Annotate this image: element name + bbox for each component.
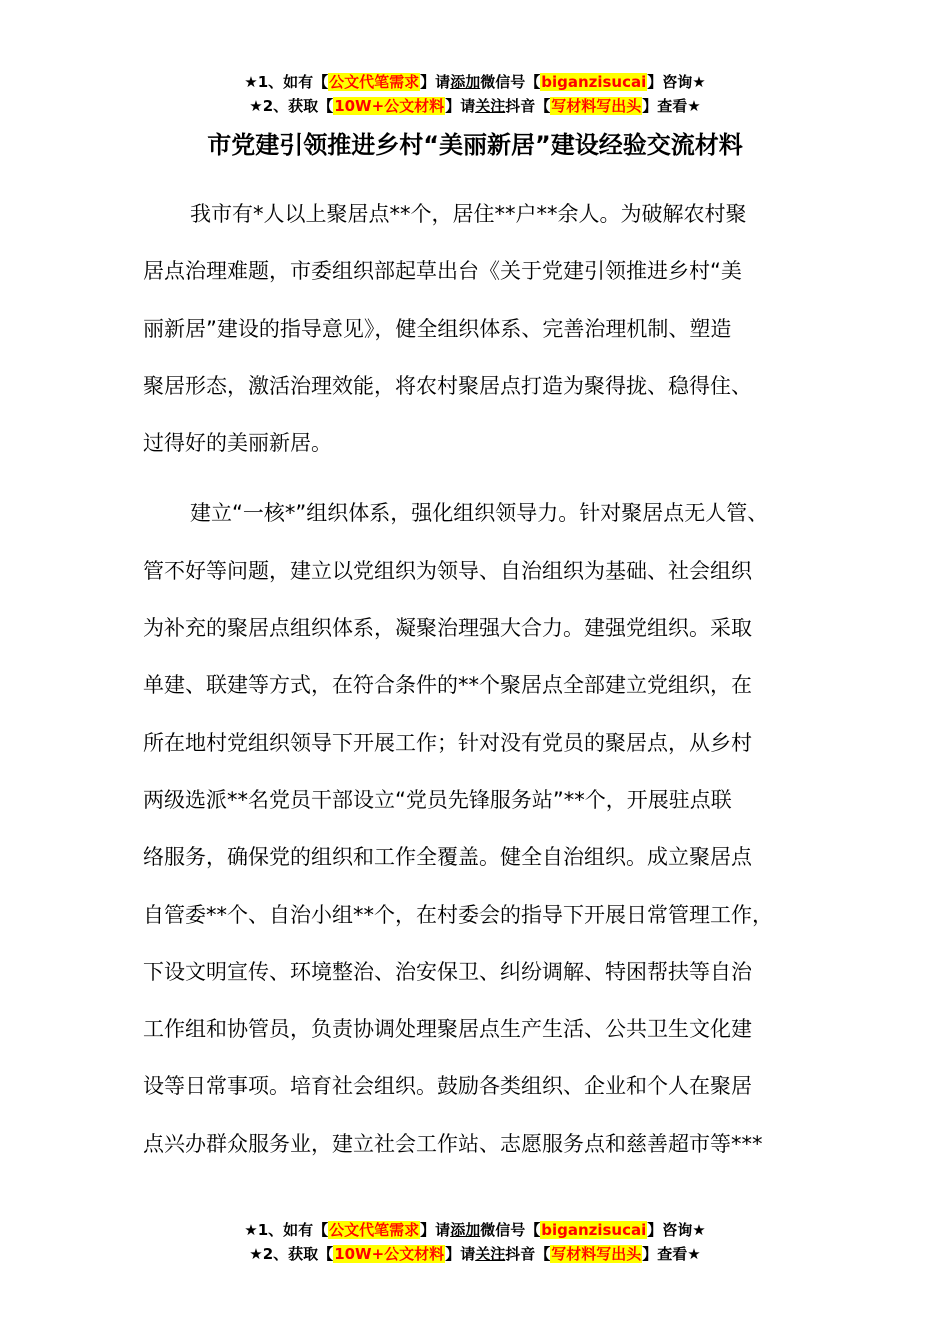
promo-text: 】请 — [445, 1245, 476, 1263]
promo-text: 抖音【 — [505, 97, 551, 115]
promo-line-2 — [0, 94, 950, 118]
promo-highlight: biganzisucai — [541, 73, 647, 91]
promo-underline: 添加 — [450, 1221, 481, 1239]
promo-line-1 — [0, 70, 950, 94]
promo-banner-bottom — [0, 1218, 950, 1266]
promo-highlight: 10W+公文材料 — [334, 97, 445, 115]
text-line: 聚居形态，激活治理效能，将农村聚居点打造为聚得拢、稳得住、 — [143, 373, 752, 398]
promo-text: 1、如有【 — [257, 1221, 329, 1239]
text-line: 为补充的聚居点组织体系，凝聚治理强大合力。建强党组织。采取 — [143, 616, 752, 641]
promo-underline: 关注 — [475, 97, 506, 115]
text-line: 管不好等问题，建立以党组织为领导、自治组织为基础、社会组织 — [143, 558, 752, 583]
paragraph-1 — [143, 186, 833, 472]
text-line: 下设文明宣传、环境整治、治安保卫、纠纷调解、特困帮扶等自治 — [143, 959, 752, 984]
text-line: 建立“一核*”组织体系，强化组织领导力。针对聚居点无人管、 — [190, 501, 769, 526]
promo-highlight: biganzisucai — [541, 1221, 647, 1239]
text-line: 我市有*人以上聚居点**个，居住**户**余人。为破解农村聚 — [190, 202, 747, 226]
paragraph-gap — [143, 472, 833, 485]
paragraph-2 — [143, 485, 833, 1173]
star-icon: ★ — [244, 73, 258, 91]
text-line: 点兴办群众服务业，建立社会工作站、志愿服务点和慈善超市等*** — [143, 1131, 763, 1156]
promo-underline: 添加 — [450, 73, 481, 91]
text-line: 过得好的美丽新居。 — [143, 431, 332, 456]
promo-text: 2、获取【 — [262, 97, 334, 115]
promo-highlight: 10W+公文材料 — [334, 1245, 445, 1263]
text-line: 自管委**个、自治小组**个，在村委会的指导下开展日常管理工作， — [143, 902, 773, 927]
promo-highlight: 公文代笔需求 — [329, 73, 420, 91]
text-line: 两级选派**名党员干部设立“党员先锋服务站”**个，开展驻点联 — [143, 787, 732, 812]
promo-text: 】请 — [420, 1221, 451, 1239]
text-line: 设等日常事项。培育社会组织。鼓励各类组织、企业和个人在聚居 — [143, 1074, 752, 1099]
promo-text: 抖音【 — [505, 1245, 551, 1263]
promo-text: 】咨询★ — [647, 73, 706, 91]
promo-line-1 — [0, 1218, 950, 1242]
promo-highlight: 写材料写出头 — [551, 1245, 642, 1263]
promo-text: 微信号【 — [480, 1221, 541, 1239]
star-icon: ★ — [249, 1245, 263, 1263]
promo-text: 】请 — [445, 97, 476, 115]
document-body — [143, 186, 833, 1173]
text-line: 居点治理难题，市委组织部起草出台《关于党建引领推进乡村“美 — [143, 259, 742, 284]
star-icon: ★ — [244, 1221, 258, 1239]
promo-line-2 — [0, 1242, 950, 1266]
promo-text: 1、如有【 — [257, 73, 329, 91]
text-line: 络服务，确保党的组织和工作全覆盖。健全自治组织。成立聚居点 — [143, 845, 752, 870]
promo-text: 2、获取【 — [262, 1245, 334, 1263]
document-title: 市党建引领推进乡村“美丽新居”建设经验交流材料 — [207, 131, 743, 159]
promo-highlight: 写材料写出头 — [551, 97, 642, 115]
star-icon: ★ — [249, 97, 263, 115]
text-line: 丽新居”建设的指导意见》，健全组织体系、完善治理机制、塑造 — [143, 316, 732, 341]
promo-text: 】查看★ — [642, 97, 701, 115]
promo-text: 】请 — [420, 73, 451, 91]
promo-text: 微信号【 — [480, 73, 541, 91]
text-line: 单建、联建等方式，在符合条件的**个聚居点全部建立党组织，在 — [143, 673, 752, 698]
promo-highlight: 公文代笔需求 — [329, 1221, 420, 1239]
promo-banner-top — [0, 70, 950, 118]
promo-text: 】查看★ — [642, 1245, 701, 1263]
promo-underline: 关注 — [475, 1245, 506, 1263]
text-line: 所在地村党组织领导下开展工作；针对没有党员的聚居点，从乡村 — [143, 730, 752, 755]
promo-text: 】咨询★ — [647, 1221, 706, 1239]
text-line: 工作组和协管员，负责协调处理聚居点生产生活、公共卫生文化建 — [143, 1017, 752, 1042]
